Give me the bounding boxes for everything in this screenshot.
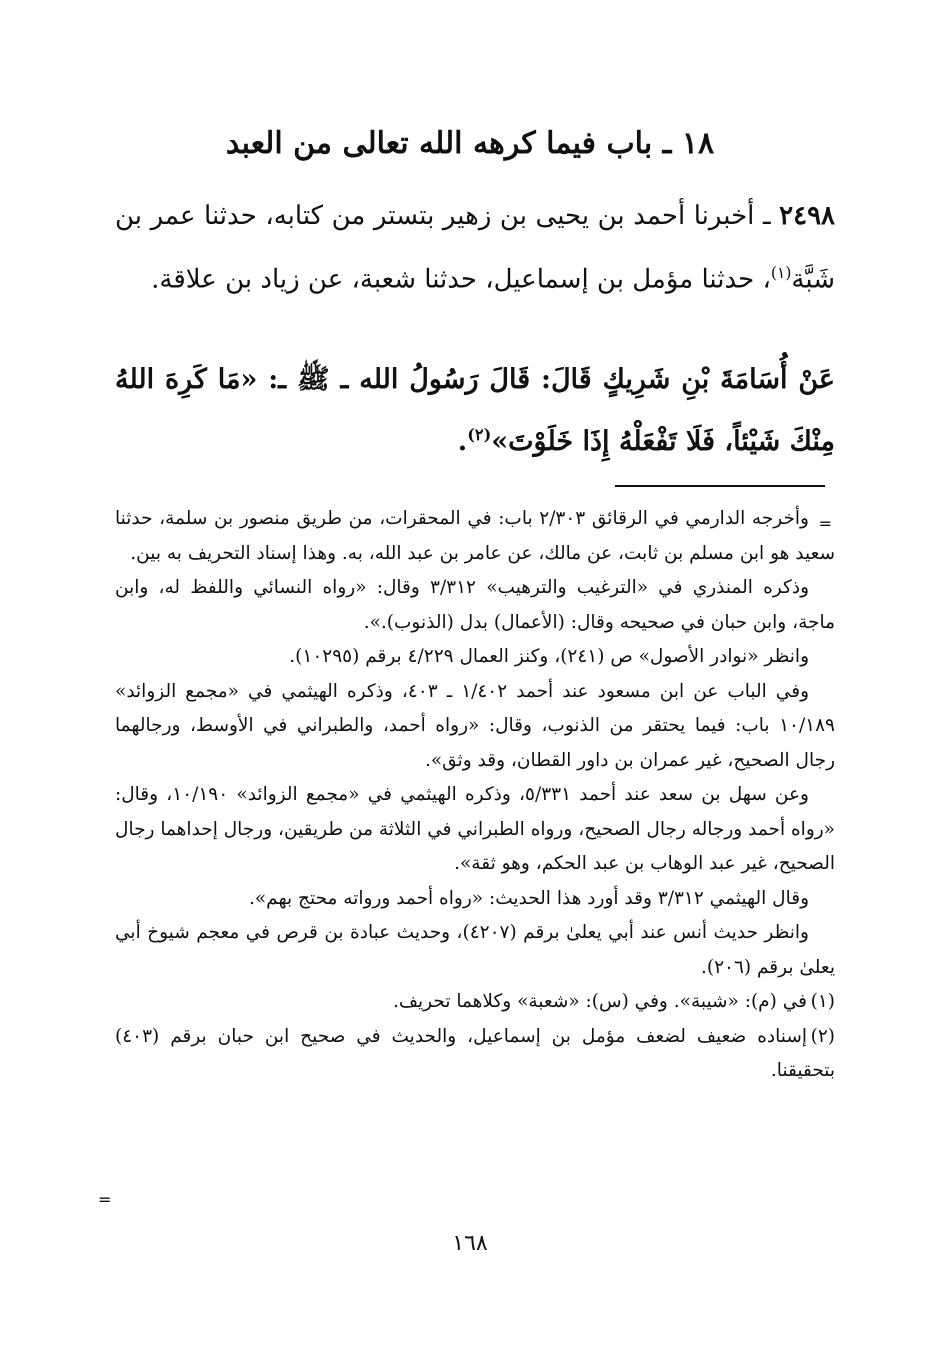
continuation-mark-top: = (818, 514, 832, 533)
note-paragraph: وأخرجه الدارمي في الرقائق ٢/٣٠٣ باب: في المحقرات، من طريق منصور بن سلمة، حدثنا سعيد هو ابن مسلم بن ثابت، عن مالك، عن عامر بن عبد الله، به. وهذا إسناد التحريف به بين. (115, 508, 835, 564)
note-paragraph: وانظر حديث أنس عند أبي يعلىٰ برقم (٤٢٠٧)، وحديث عبادة بن قرص في معجم شيوخ أبي يعلىٰ برقم (٢٠٦). (115, 922, 835, 978)
footnotes-section (115, 502, 835, 1089)
page-number: ١٦٨ (452, 1231, 488, 1256)
hadith-chain-paragraph (115, 188, 835, 309)
note-paragraph: وذكره المنذري في «الترغيب والترهيب» ٣/٣١٢ وقال: «رواه النسائي واللفظ له، وابن ماجة، وابن حبان في صحيحه وقال: (الأعمال) بدل (الذنوب).». (115, 577, 835, 633)
note-paragraph: وفي الباب عن ابن مسعود عند أحمد ١/٤٠٢ ـ ٤٠٣، وذكره الهيثمي في «مجمع الزوائد» ١٠/١٨٩ باب: فيما يحتقر من الذنوب، وقال: «رواه أحمد، والطبراني في الأوسط، ورجالهما رجال الصحيح، غير عمران بن داور القطان، وقد وثق». (115, 680, 835, 771)
footnote-marker-1[interactable]: (١) (770, 264, 792, 282)
footnote-2 (115, 1020, 835, 1089)
chain-text-part-b: ، حدثنا مؤمل بن إسماعيل، حدثنا شعبة، عن زياد بن علاقة. (151, 264, 771, 295)
hadith-number: ٢٤٩٨ (779, 201, 835, 231)
footnote-divider (615, 485, 825, 487)
footnote-1-number: (١) (810, 991, 835, 1012)
continuation-mark-bottom: = (98, 1190, 112, 1209)
chapter-heading: ١٨ ـ باب فيما كرهه الله تعالى من العبد (225, 126, 715, 161)
hadith-text-paragraph (115, 352, 835, 469)
footnote-2-number: (٢) (810, 1025, 835, 1047)
hadith-end: . (457, 426, 468, 457)
hadith-text: عَنْ أُسَامَةَ بْنِ شَرِيكٍ قَالَ: قَالَ رَسُولُ الله ـ ﷺ ـ: «مَا كَرِهَ اللهُ مِنْكَ شَيْئاً، فَلَا تَفْعَلْهُ إِذَا خَلَوْتَ» (115, 364, 835, 457)
note-paragraph: وقال الهيثمي ٣/٣١٢ وقد أورد هذا الحديث: «رواه أحمد ورواته محتج بهم». (248, 887, 809, 909)
footnote-1 (115, 985, 835, 1020)
footnote-marker-2[interactable]: (٢) (467, 425, 492, 444)
footnote-2-text: إسناده ضعيف لضعف مؤمل بن إسماعيل، والحديث في صحيح ابن حبان برقم (٤٠٣) بتحقيقنا. (115, 1025, 835, 1081)
note-paragraph: وانظر «نوادر الأصول» ص (٢٤١)، وكنز العمال ٤/٢٢٩ برقم (١٠٢٩٥). (289, 646, 809, 667)
note-paragraph: وعن سهل بن سعد عند أحمد ٥/٣٣١، وذكره الهيثمي في «مجمع الزوائد» ١٠/١٩٠، وقال: «رواه أحمد ورجاله رجال الصحيح، ورواه الطبراني في الثلاثة من طريقين، ورجال إحداهما رجال الصحيح، غير عبد الوهاب بن عبد الحكم، وهو ثقة». (115, 784, 835, 874)
chain-text-part-a: ـ أخبرنا أحمد بن يحيى بن زهير بتستر من كتابه، حدثنا عمر بن شَبَّة (115, 201, 835, 295)
footnote-1-text: في (م): «شيبة». وفي (س): «شعبة» وكلاهما تحريف. (392, 991, 807, 1012)
